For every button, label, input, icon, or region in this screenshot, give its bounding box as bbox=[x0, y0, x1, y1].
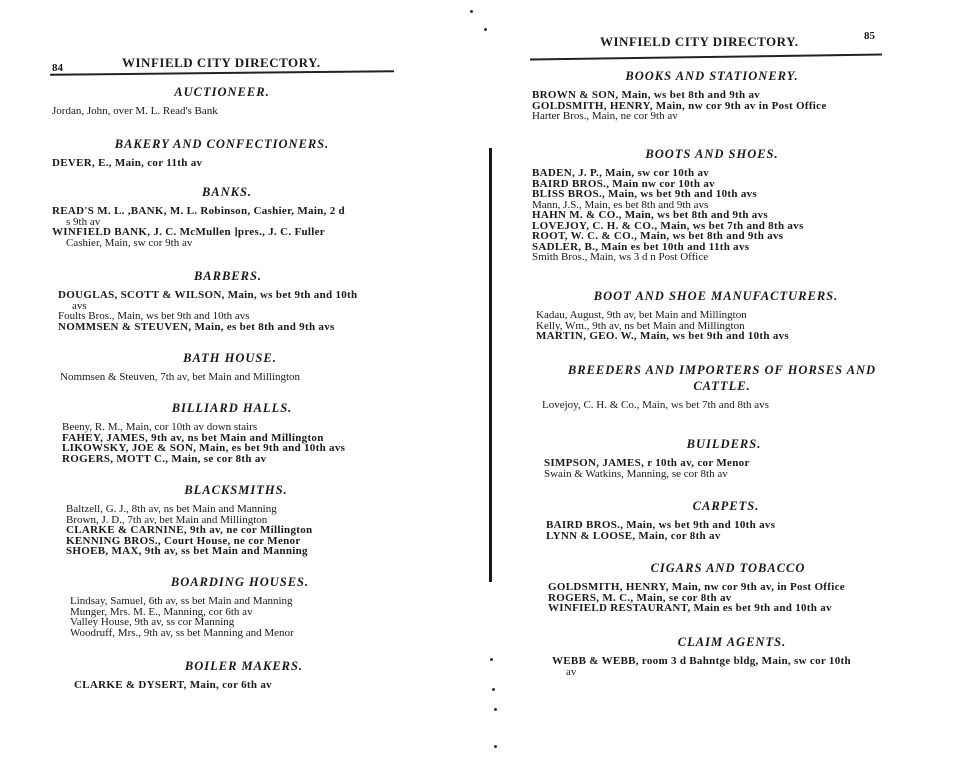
directory-entry: Foults Bros., Main, ws bet 9th and 10th avs bbox=[58, 310, 250, 322]
section-builders bbox=[544, 436, 904, 479]
directory-entry: SHOEB, MAX, 9th av, ss bet Main and Manning bbox=[66, 545, 308, 557]
section-heading: BAKERY AND CONFECTIONERS. bbox=[114, 137, 330, 151]
section-carpets bbox=[546, 498, 906, 541]
directory-entry: LOVEJOY, C. H. & CO., Main, ws bet 7th and 8th avs bbox=[532, 219, 804, 232]
directory-entry: BAIRD BROS., Main nw cor 10th av bbox=[532, 177, 715, 190]
section-heading: CIGARS AND TOBACCO bbox=[650, 561, 806, 575]
section-barbers bbox=[58, 268, 398, 332]
section-boots-shoes bbox=[532, 146, 892, 263]
section-heading: BOARDING HOUSES. bbox=[170, 575, 310, 589]
section-heading: BATH HOUSE. bbox=[183, 351, 277, 365]
section-heading: BOILER MAKERS. bbox=[184, 659, 304, 673]
section-heading: BILLIARD HALLS. bbox=[171, 401, 293, 415]
directory-entry: s 9th av bbox=[66, 215, 101, 228]
section-heading: AUCTIONEER. bbox=[174, 85, 270, 99]
directory-entry: Mann, J.S., Main, es bet 8th and 9th avs bbox=[532, 198, 709, 211]
left-page-number: 84 bbox=[52, 62, 63, 74]
right-page-title: WINFIELD CITY DIRECTORY. bbox=[600, 34, 799, 49]
directory-entry: DOUGLAS, SCOTT & WILSON, Main, ws bet 9th and 10th bbox=[58, 289, 358, 301]
directory-entry: Beeny, R. M., Main, cor 10th av down stairs bbox=[62, 421, 258, 433]
directory-entry: ROGERS, MOTT C., Main, se cor 8th av bbox=[62, 452, 267, 465]
directory-entry: Smith Bros., Main, ws 3 d n Post Office bbox=[532, 251, 709, 263]
directory-entry: KENNING BROS., Court House, ne cor Menor bbox=[66, 534, 301, 547]
right-page bbox=[470, 0, 954, 759]
directory-entry: Woodruff, Mrs., 9th av, ss bet Manning and Menor bbox=[70, 626, 294, 639]
section-boot-shoe-manufacturers bbox=[536, 288, 896, 342]
directory-entry: CLARKE & DYSERT, Main, cor 6th av bbox=[74, 679, 272, 691]
section-heading: BANKS. bbox=[201, 185, 253, 199]
section-heading: BOOKS AND STATIONERY. bbox=[625, 69, 799, 83]
section-bath-house bbox=[60, 350, 400, 383]
section-heading: BUILDERS. bbox=[686, 437, 762, 451]
directory-entry: SIMPSON, JAMES, r 10th av, cor Menor bbox=[544, 457, 750, 469]
section-heading: BOOT AND SHOE MANUFACTURERS. bbox=[593, 289, 839, 303]
directory-entry: Nommsen & Steuven, 7th av, bet Main and Millington bbox=[60, 371, 301, 383]
directory-entry: ROOT, W. C. & CO., Main, ws bet 8th and 9th avs bbox=[532, 230, 784, 242]
directory-entry: Brown, J. D., 7th av, bet Main and Millington bbox=[66, 513, 268, 526]
directory-entry: Jordan, John, over M. L. Read's Bank bbox=[52, 105, 218, 117]
section-cigars-tobacco bbox=[548, 560, 908, 614]
section-heading: CLAIM AGENTS. bbox=[677, 635, 787, 649]
section-billiard-halls bbox=[62, 400, 402, 464]
section-boiler-makers bbox=[74, 658, 414, 691]
directory-entry: Munger, Mrs. M. E., Manning, cor 6th av bbox=[70, 605, 253, 618]
section-claim-agents bbox=[552, 634, 912, 677]
left-header-rule bbox=[50, 70, 394, 76]
directory-entry: BADEN, J. P., Main, sw cor 10th av bbox=[532, 167, 710, 179]
directory-entry: Baltzell, G. J., 8th av, ns bet Main and Manning bbox=[66, 503, 277, 515]
directory-entry: BLISS BROS., Main, ws bet 9th and 10th avs bbox=[532, 188, 758, 200]
directory-entry: Lindsay, Samuel, 6th av, ss bet Main and Manning bbox=[70, 595, 293, 607]
directory-entry: Cashier, Main, sw cor 9th av bbox=[66, 236, 193, 249]
section-boarding-houses bbox=[70, 574, 410, 638]
section-auctioneer bbox=[52, 84, 392, 117]
left-page bbox=[0, 0, 470, 759]
directory-entry: SADLER, B., Main es bet 10th and 11th avs bbox=[532, 240, 750, 253]
directory-entry: LIKOWSKY, JOE & SON, Main, es bet 9th and 10th avs bbox=[62, 442, 346, 454]
directory-entry: READ'S M. L. ,BANK, M. L. Robinson, Cashier, Main, 2 d bbox=[52, 205, 345, 217]
directory-entry: DEVER, E., Main, cor 11th av bbox=[52, 157, 203, 169]
directory-entry: Lovejoy, C. H. & Co., Main, ws bet 7th and 8th avs bbox=[542, 399, 769, 411]
directory-entry: WINFIELD BANK, J. C. McMullen ]pres., J. C. Fuller bbox=[52, 226, 325, 238]
directory-entry: avs bbox=[72, 299, 87, 312]
section-bakery bbox=[52, 136, 392, 169]
directory-entry: Kelly, Wm., 9th av, ns bet Main and Millington bbox=[536, 319, 745, 332]
directory-entry: WEBB & WEBB, room 3 d Bahntge bldg, Main, sw cor 10th bbox=[552, 655, 851, 667]
directory-entry: NOMMSEN & STEUVEN, Main, es bet 8th and 9th avs bbox=[58, 320, 335, 333]
directory-entry: WINFIELD RESTAURANT, Main es bet 9th and 10th av bbox=[548, 602, 832, 614]
directory-entry: GOLDSMITH, HENRY, Main, nw cor 9th av, in Post Office bbox=[548, 581, 845, 593]
section-heading: BARBERS. bbox=[193, 269, 263, 283]
directory-entry: LYNN & LOOSE, Main, cor 8th av bbox=[546, 529, 721, 542]
directory-entry: Valley House, 9th av, ss cor Manning bbox=[70, 616, 235, 628]
section-heading: BREEDERS AND IMPORTERS OF HORSES AND bbox=[567, 363, 877, 377]
directory-entry: MARTIN, GEO. W., Main, ws bet 9th and 10th avs bbox=[536, 330, 790, 342]
directory-entry: BAIRD BROS., Main, ws bet 9th and 10th avs bbox=[546, 519, 776, 531]
directory-entry: Harter Bros., Main, ne cor 9th av bbox=[532, 110, 678, 122]
directory-entry: GOLDSMITH, HENRY, Main, nw cor 9th av in Post Office bbox=[532, 99, 827, 112]
right-page-number: 85 bbox=[864, 30, 875, 42]
directory-entry: FAHEY, JAMES, 9th av, ns bet Main and Millington bbox=[62, 431, 324, 444]
directory-entry: CLARKE & CARNINE, 9th av, ne cor Millington bbox=[66, 524, 313, 536]
section-breeders-importers bbox=[542, 362, 902, 411]
directory-entry: BROWN & SON, Main, ws bet 8th and 9th av bbox=[532, 89, 761, 101]
section-heading: CARPETS. bbox=[692, 499, 760, 513]
section-heading: BOOTS AND SHOES. bbox=[645, 147, 779, 161]
directory-entry: av bbox=[566, 665, 577, 678]
section-heading: BLACKSMITHS. bbox=[184, 483, 288, 497]
section-blacksmiths bbox=[66, 482, 406, 557]
directory-entry: HAHN M. & CO., Main, ws bet 8th and 9th avs bbox=[532, 209, 768, 221]
section-books-stationery bbox=[532, 68, 892, 122]
left-page-title: WINFIELD CITY DIRECTORY. bbox=[122, 55, 321, 70]
section-banks bbox=[52, 184, 402, 248]
directory-entry: Swain & Watkins, Manning, se cor 8th av bbox=[544, 467, 728, 480]
directory-entry: ROGERS, M. C., Main, se cor 8th av bbox=[548, 591, 732, 604]
section-heading-continued: CATTLE. bbox=[693, 379, 751, 393]
right-header-rule bbox=[530, 54, 882, 61]
directory-entry: Kadau, August, 9th av, bet Main and Millington bbox=[536, 309, 747, 321]
